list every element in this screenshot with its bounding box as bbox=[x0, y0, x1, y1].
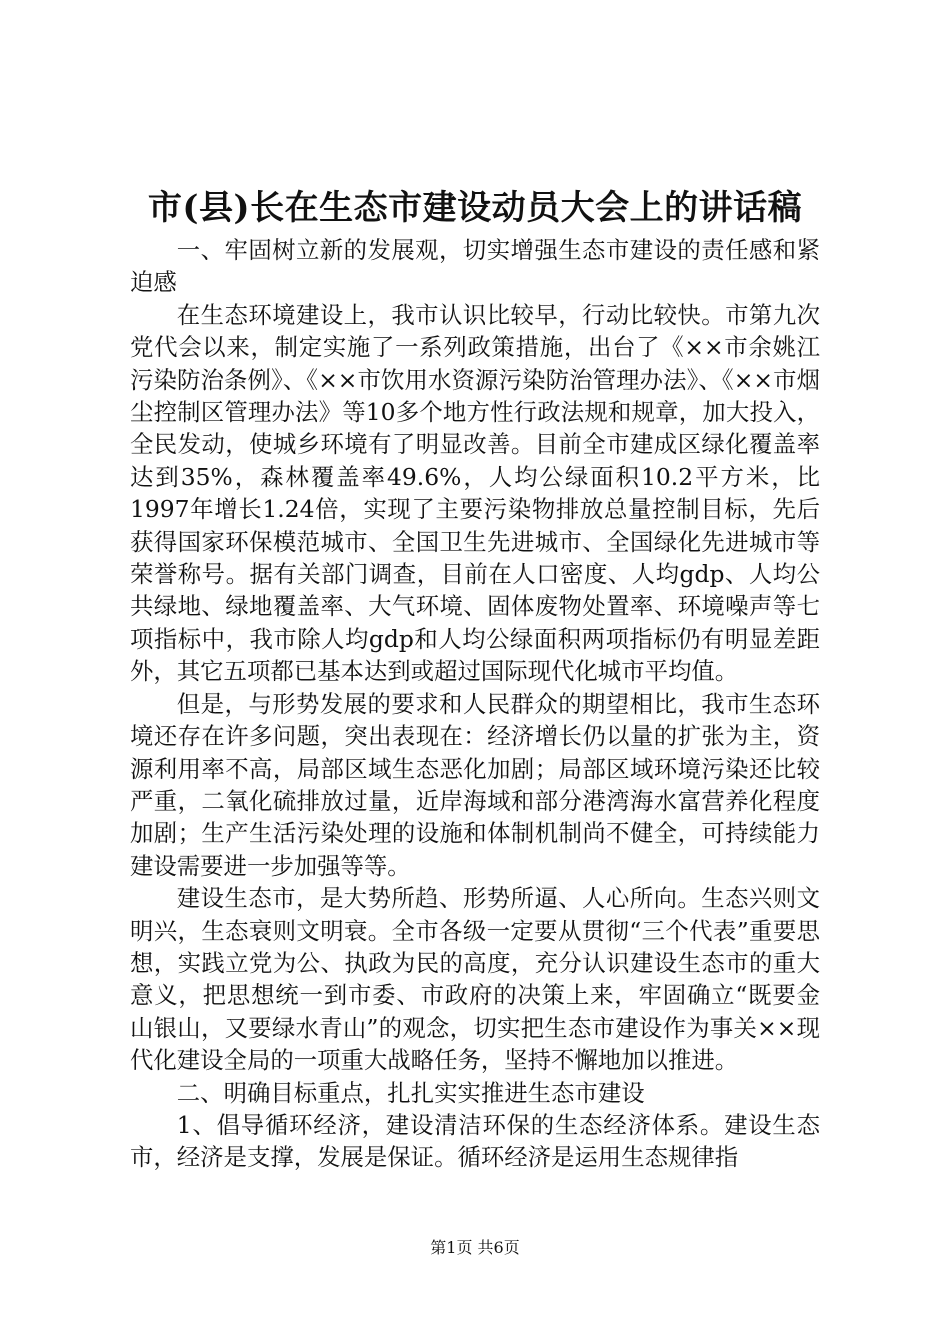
body-paragraph: 但是，与形势发展的要求和人民群众的期望相比，我市生态环境还存在许多问题，突出表现在：经济增长仍以量的扩张为主，资源利用率不高，局部区域生态恶化加剧；局部区域环境污染还比较严重，二氧化硫排放过量，近岸海域和部分港湾海水富营养化程度加剧；生产生活污染处理的设施和体制机制尚不健全，可持续能力建设需要进一步加强等等。 bbox=[130, 689, 820, 880]
document-body bbox=[130, 234, 820, 1174]
body-paragraph: 在生态环境建设上，我市认识比较早，行动比较快。市第九次党代会以来，制定实施了一系列政策措施，出台了《××市余姚江污染防治条例》、《××市饮用水资源污染防治管理办法》、《××市烟尘控制区管理办法》等10多个地方性行政法规和规章，加大投入，全民发动，使城乡环境有了明显改善。目前全市建成区绿化覆盖率达到35%，森林覆盖率49.6%，人均公绿面积10.2平方米，比1997年增长1.24倍，实现了主要污染物排放总量控制目标，先后获得国家环保模范城市、全国卫生先进城市、全国绿化先进城市等荣誉称号。据有关部门调查，目前在人口密度、人均gdp、人均公共绿地、绿地覆盖率、大气环境、固体废物处置率、环境噪声等七项指标中，我市除人均gdp和人均公绿面积两项指标仍有明显差距外，其它五项都已基本达到或超过国际现代化城市平均值。 bbox=[130, 300, 820, 686]
section-heading-1: 一、牢固树立新的发展观，切实增强生态市建设的责任感和紧迫感 bbox=[130, 236, 820, 297]
section-heading-2: 二、明确目标重点，扎扎实实推进生态市建设 bbox=[176, 1078, 645, 1107]
body-paragraph: 建设生态市，是大势所趋、形势所逼、人心所向。生态兴则文明兴，生态衰则文明衰。全市各级一定要从贯彻“三个代表”重要思想，实践立党为公、执政为民的高度，充分认识建设生态市的重大意义，把思想统一到市委、市政府的决策上来，牢固确立“既要金山银山，又要绿水青山”的观念，切实把生态市建设作为事关××现代化建设全局的一项重大战略任务，坚持不懈地加以推进。 bbox=[130, 884, 820, 1075]
body-paragraph: 1、倡导循环经济，建设清洁环保的生态经济体系。建设生态市，经济是支撑，发展是保证。循环经济是运用生态规律指 bbox=[130, 1110, 820, 1172]
document-title: 市(县)长在生态市建设动员大会上的讲话稿 bbox=[147, 188, 803, 228]
page-footer: 第1页 共6页 bbox=[430, 1238, 520, 1257]
